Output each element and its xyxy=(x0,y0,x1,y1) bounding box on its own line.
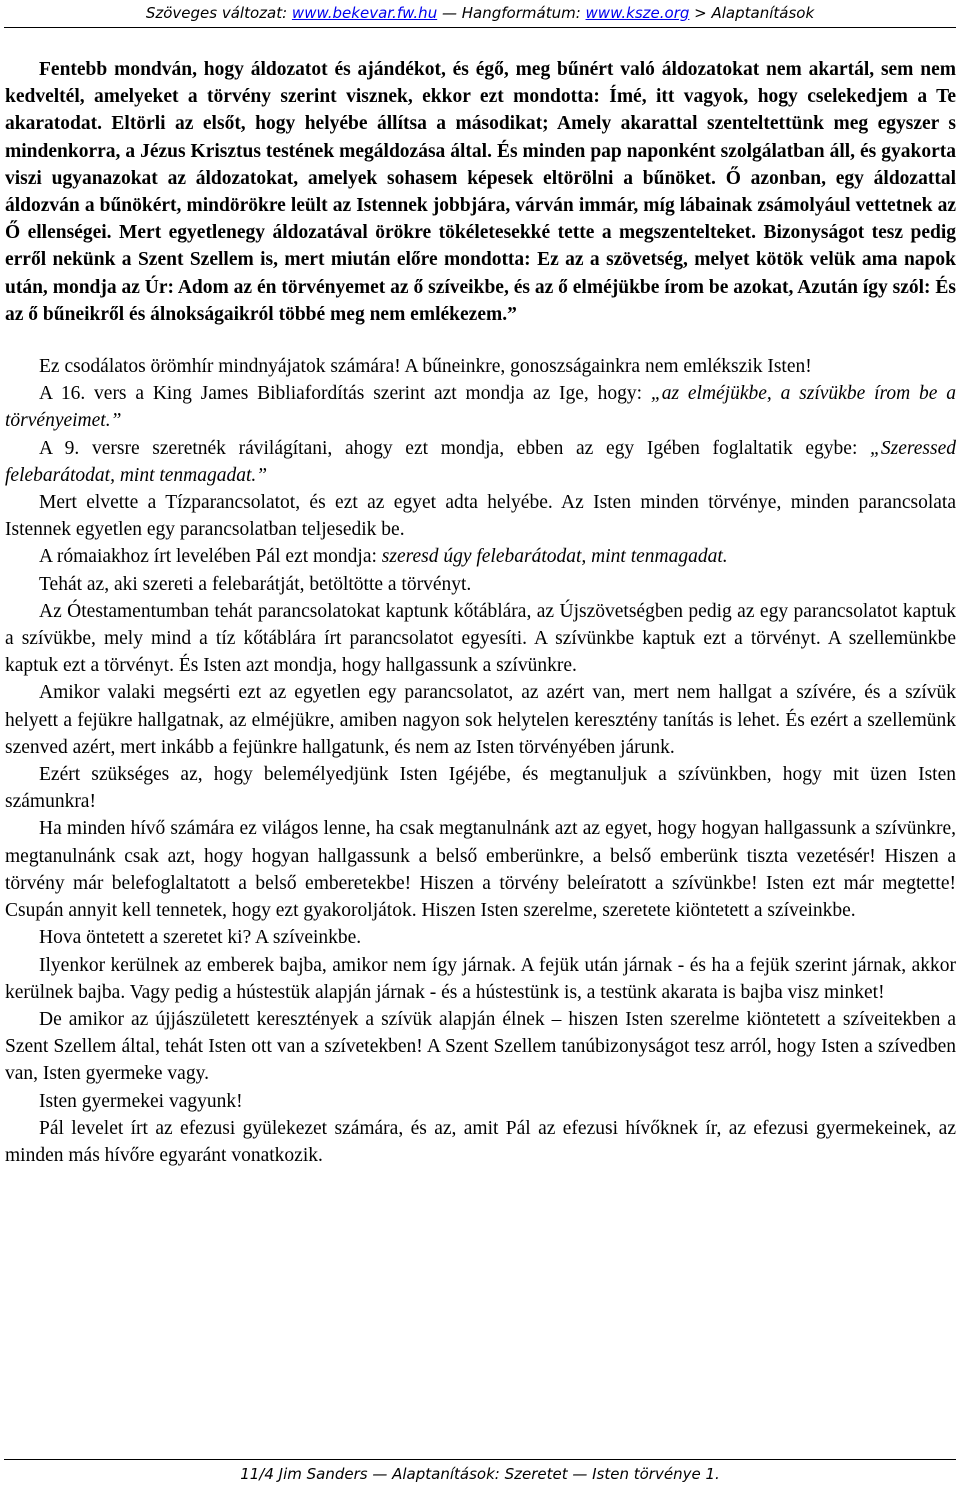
scripture-citation: „Szeressed felebarátodat, mint tenmagadat.” xyxy=(5,437,956,486)
paragraph xyxy=(5,435,956,489)
paragraph: Amikor valaki megsérti ezt az egyetlen egy parancsolatot, az azért van, mert nem hallgat a szívére, és a szívük helyett a fejükre hallgatnak, az elméjükre, amiben nagyon sok helytelen keresztény tanítás is lehet. És ezért a szellemünk szenved azért, mert inkább a fejünkre hallgatunk, és nem az Isten törvényében járunk. xyxy=(5,682,956,758)
paragraph-text: A 16. vers a King James Bibliafordítás szerint azt mondja az Ige, hogy: xyxy=(39,383,651,405)
paragraph: Ez csodálatos örömhír mindnyájatok számára! A bűneinkre, gonoszságainkra nem emlékszik Isten! xyxy=(39,356,812,378)
header-divider xyxy=(4,27,956,28)
text-version-link[interactable]: www.bekevar.fw.hu xyxy=(291,4,438,22)
footer-divider xyxy=(4,1459,956,1460)
paragraph: Ezért szükséges az, hogy belemélyedjünk Isten Igéjébe, és megtanuljuk a szívünkben, hogy mit üzen Isten számunkra! xyxy=(5,764,956,813)
scripture-citation: „az elméjükbe, a szívükbe írom be a törvényeimet.” xyxy=(5,383,956,432)
page-header xyxy=(0,3,960,23)
paragraph: Pál levelet írt az efezusi gyülekezet számára, és az, amit Pál az efezusi hívőknek ír, az efezusi gyermekeinek, az minden más hívőre egyaránt vonatkozik. xyxy=(5,1117,956,1166)
paragraph: De amikor az újjászületett keresztények a szívük alapján élnek – hiszen Isten szerelme kiöntetett a szíveitekben a Szent Szellem által, tehát Isten ott van a szívetekben! A Szent Szellem tanúbizonyságot tesz arról, hogy Isten a szívedben van, Isten gyermeke vagy. xyxy=(5,1008,956,1085)
page-footer: 11/4 Jim Sanders — Alaptanítások: Szeretet — Isten törvénye 1. xyxy=(240,1465,720,1483)
scripture-citation: szeresd úgy felebarátodat, mint tenmagadat. xyxy=(381,546,728,568)
paragraph: Az Ótestamentumban tehát parancsolatokat kaptunk kőtáblára, az Újszövetségben pedig az egy parancsolatot kaptuk a szívükbe, mely mind a tíz kőtáblára írt parancsolatot egyesíti. A szívünkbe kaptuk ezt a törvényt. A szellemünkbe kaptuk ezt a törvényt. És Isten azt mondja, hogy hallgassunk a szívünkre. xyxy=(5,600,956,677)
paragraph xyxy=(5,543,956,570)
paragraph: Hova öntetett a szeretet ki? A szíveinkbe. xyxy=(39,927,362,949)
document-body xyxy=(5,56,956,1169)
audio-format-link[interactable]: www.ksze.org xyxy=(585,4,690,22)
paragraph: Ha minden hívő számára ez világos lenne, ha csak megtanulnánk azt az egyet, hogy hogyan hallgassunk a szívünkre, megtanulnánk csak azt, hogy hogyan hallgassunk a belső emberünkre, a belső emberünk tiszta vezetésér! Hiszen a törvény már belefoglaltatott a belső emberetekbe! Hiszen a törvény beleíratott a szívünkbe! Isten ezt már megtette! Csupán annyit kell tennetek, hogy ezt gyakoroljátok. Hiszen Isten szerelme, szeretete kiöntetett a szíveinkbe. xyxy=(5,818,956,922)
text-version-label: Szöveges változat: xyxy=(145,4,288,22)
paragraph xyxy=(5,380,956,434)
paragraph-text: A rómaiakhoz írt levelében Pál ezt mondja: xyxy=(39,546,382,568)
audio-format-label: Hangformátum: xyxy=(461,4,581,22)
paragraph-text: A 9. versre szeretnék rávilágítani, ahogy ezt mondja, ebben az egy Igében foglaltatik egybe: xyxy=(39,437,871,459)
paragraph: Tehát az, aki szereti a felebarátját, betöltötte a törvényt. xyxy=(39,573,472,595)
paragraph: Mert elvette a Tízparancsolatot, és ezt az egyet adta helyébe. Az Isten minden törvénye, minden parancsolata Istennek egyetlen egy parancsolatban teljesedik be. xyxy=(5,492,956,541)
breadcrumb: > Alaptanítások xyxy=(694,4,815,22)
scripture-quote-paragraph: Fentebb mondván, hogy áldozatot és ajándékot, és égő, meg bűnért való áldozatokat nem akartál, sem nem kedveltél, amelyeket a törvény szerint visznek, ekkor ezt mondotta: Ímé, itt vagyok, hogy cselekedjem a Te akaratodat. Eltörli az elsőt, hogy helyébe állítsa a másodikat; Amely akarattal szenteltettünk meg egyszer s mindenkorra, a Jézus Krisztus testének megáldozása által. És minden pap naponként szolgálatban áll, és gyakorta viszi ugyanazokat az áldozatokat, amelyek sohasem képesek eltörölni a bűnöket. Ő azonban, egy áldozattal áldozván a bűnökért, mindörökre leült az Istennek jobbjára, várván immár, míg lábainak zsámolyául vettetnek az Ő ellenségei. Mert egyetlenegy áldozatával örökre tökéletesekké tette a megszentelteket. Bizonyságot tesz pedig erről nekünk a Szent Szellem is, mert miután előre mondotta: Ez az a szövetség, melyet kötök velük ama napok után, mondja az Úr: Adom az én törvényemet az ő szíveikbe, és az ő elméjükbe írom be azokat, Azután így szól: És az ő bűneikről és álnokságaikról többé meg nem emlékezem.” xyxy=(5,59,956,325)
paragraph: Isten gyermekei vagyunk! xyxy=(39,1090,243,1112)
paragraph: Ilyenkor kerülnek az emberek bajba, amikor nem így járnak. A fejük után járnak - és ha a fejük szerint járnak, akkor kerülnek bajba. Vagy pedig a hústestük alapján járnak - és a hústestünk is, a testünk akarata is bajba visz minket! xyxy=(5,954,956,1003)
header-separator: — xyxy=(441,4,457,22)
